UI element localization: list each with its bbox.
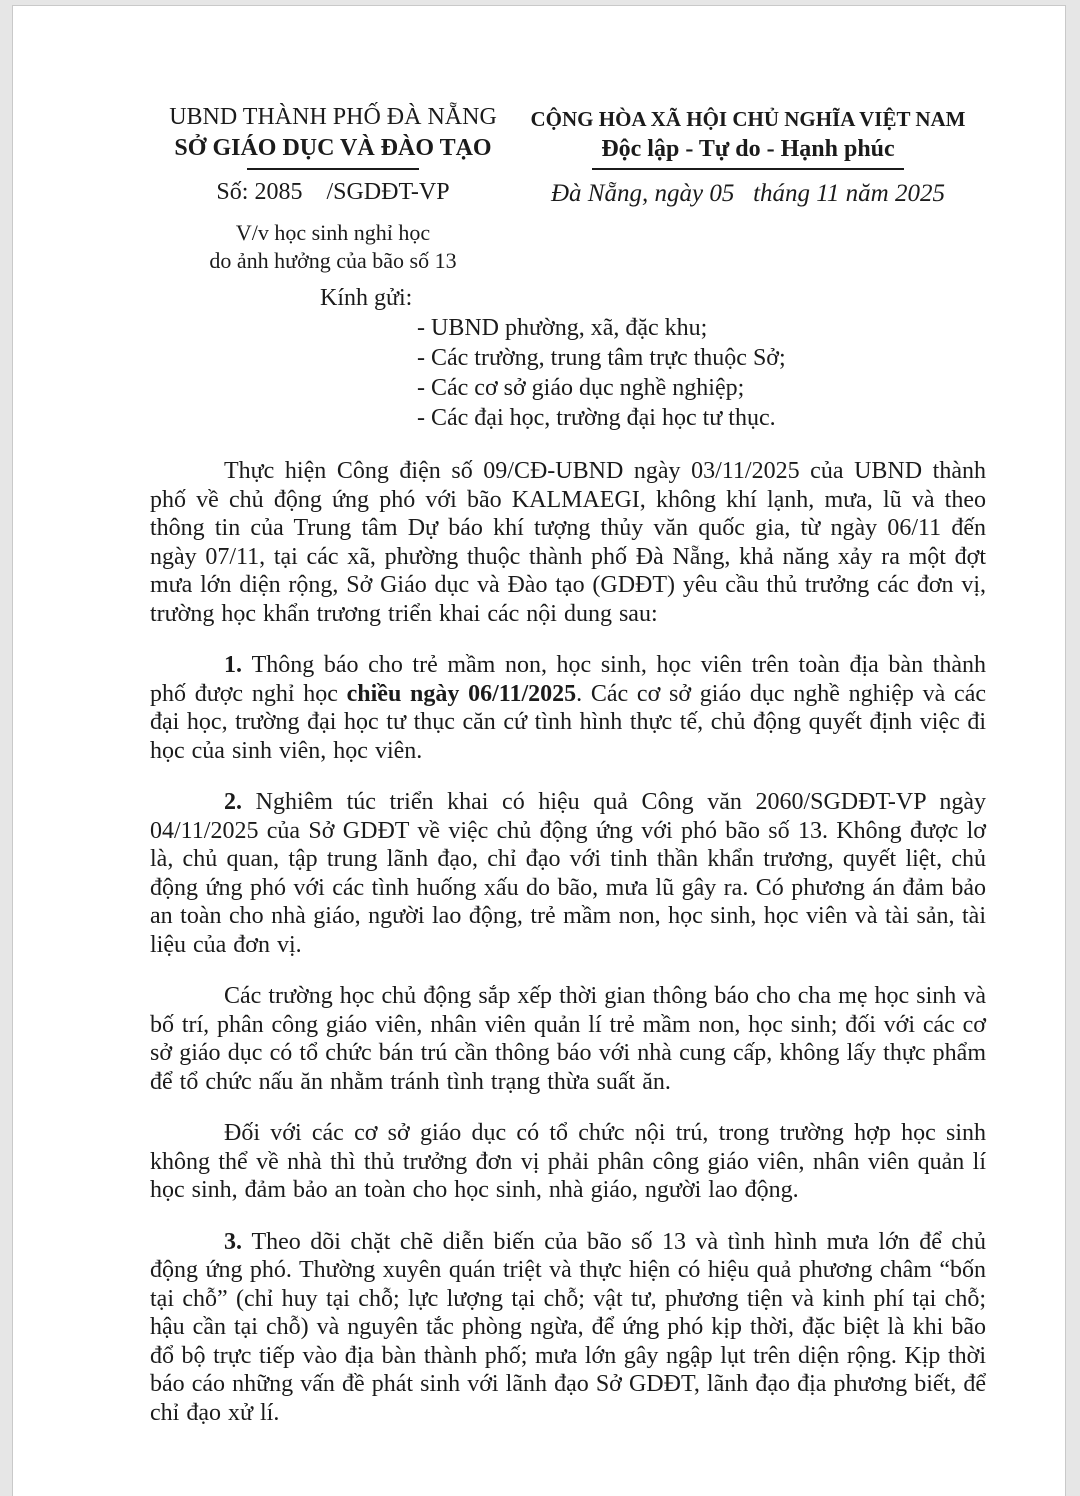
national-title: CỘNG HÒA XÃ HỘI CHỦ NGHĨA VIỆT NAM: [530, 107, 966, 131]
recipient-item: - Các cơ sở giáo dục nghề nghiệp;: [417, 375, 745, 401]
document-number: Số: 2085 /SGDĐT-VP: [216, 179, 450, 205]
paragraph-intro: Thực hiện Công điện số 09/CĐ-UBND ngày 03/11/2025 của UBND thành phố về chủ động ứng phó với bão KALMAEGI, không khí lạnh, mưa, lũ và theo thông tin của Trung tâm Dự báo khí tượng thủy văn quốc gia, từ ngày 06/11 đến ngày 07/11, tại các xã, phường thuộc thành phố Đà Nẵng, khả năng xảy ra một đợt mưa lớn diện rộng, Sở Giáo dục và Đào tạo (GDĐT) yêu cầu thủ trưởng các đơn vị, trường học khẩn trương triển khai các nội dung sau:: [150, 458, 986, 627]
recipient-item: - UBND phường, xã, đặc khu;: [417, 315, 708, 341]
place-and-date: Đà Nẵng, ngày 05 tháng 11 năm 2025: [551, 180, 945, 207]
recipient-item: - Các đại học, trường đại học tư thục.: [417, 405, 776, 431]
paragraph-item-2: 2. Nghiêm túc triển khai có hiệu quả Công văn 2060/SGDĐT-VP ngày 04/11/2025 của Sở GDĐT về việc chủ động ứng với phó bão số 13. Không được lơ là, chủ quan, tập trung lãnh đạo, chỉ đạo với tinh thần khẩn trương, quyết liệt, chủ động ứng phó với các tình huống xấu do bão, mưa lũ gây ra. Có phương án đảm bảo an toàn cho nhà giáo, người lao động, trẻ mầm non, học sinh, học viên và tài sản, tài liệu của đơn vị.: [150, 789, 986, 958]
paragraph-item-2a: Các trường học chủ động sắp xếp thời gian thông báo cho cha mẹ học sinh và bố trí, phân công giáo viên, nhân viên quản lí trẻ mầm non, học sinh; đối với các cơ sở giáo dục có tổ chức bán trú cần thông báo với nhà cung cấp, không lấy thực phẩm để tổ chức nấu ăn nhằm tránh tình trạng thừa suất ăn.: [150, 983, 986, 1095]
recipient-item: - Các trường, trung tâm trực thuộc Sở;: [417, 345, 786, 371]
paragraph-item-1: 1. Thông báo cho trẻ mầm non, học sinh, học viên trên toàn địa bàn thành phố được nghỉ học chiều ngày 06/11/2025. Các cơ sở giáo dục nghề nghiệp và các đại học, trường đại học tư thục căn cứ tình hình thực tế, chủ động quyết định việc đi học của sinh viên, học viên.: [150, 652, 987, 764]
subject-line-1: V/v học sinh nghỉ học: [235, 220, 431, 245]
national-motto: Độc lập - Tự do - Hạnh phúc: [601, 136, 895, 162]
paragraph-item-2b: Đối với các cơ sở giáo dục có tổ chức nội trú, trong trường hợp học sinh không thể về nhà thì thủ trưởng đơn vị phải phân công giáo viên, nhân viên quản lí học sinh, đảm bảo an toàn cho học sinh, nhà giáo, người lao động.: [150, 1120, 986, 1203]
salutation-label: Kính gửi:: [320, 285, 413, 311]
issuing-authority-block: [150, 102, 516, 275]
paragraph-item-3: 3. Theo dõi chặt chẽ diễn biến của bão số 13 và tình hình mưa lớn để chủ động ứng phó. Thường xuyên quán triệt và thực hiện có hiệu quả phương châm “bốn tại chỗ” (chỉ huy tại chỗ; lực lượng tại chỗ; vật tư, phương tiện và kinh phí tại chỗ; hậu cần tại chỗ) và nguyên tắc phòng ngừa, để ứng phó kịp thời, đặc biệt là khi bão đổ bộ trực tiếp vào địa bàn thành phố; mưa lớn gây ngập lụt trên diện rộng. Kịp thời báo cáo những vấn đề phát sinh với lãnh đạo Sở GDĐT, lãnh đạo địa phương biết, để chỉ đạo xử lí.: [150, 1228, 987, 1426]
recipient-list: [417, 313, 786, 433]
org-name-underline: [247, 168, 419, 170]
motto-underline: [592, 168, 904, 170]
subject-line-2: do ảnh hưởng của bão số 13: [209, 248, 457, 273]
parent-org-name: UBND THÀNH PHỐ ĐÀ NẴNG: [169, 104, 497, 130]
national-header-block: [522, 104, 974, 210]
document-body: [150, 457, 986, 1450]
issuing-org-name: SỞ GIÁO DỤC VÀ ĐÀO TẠO: [174, 135, 492, 161]
